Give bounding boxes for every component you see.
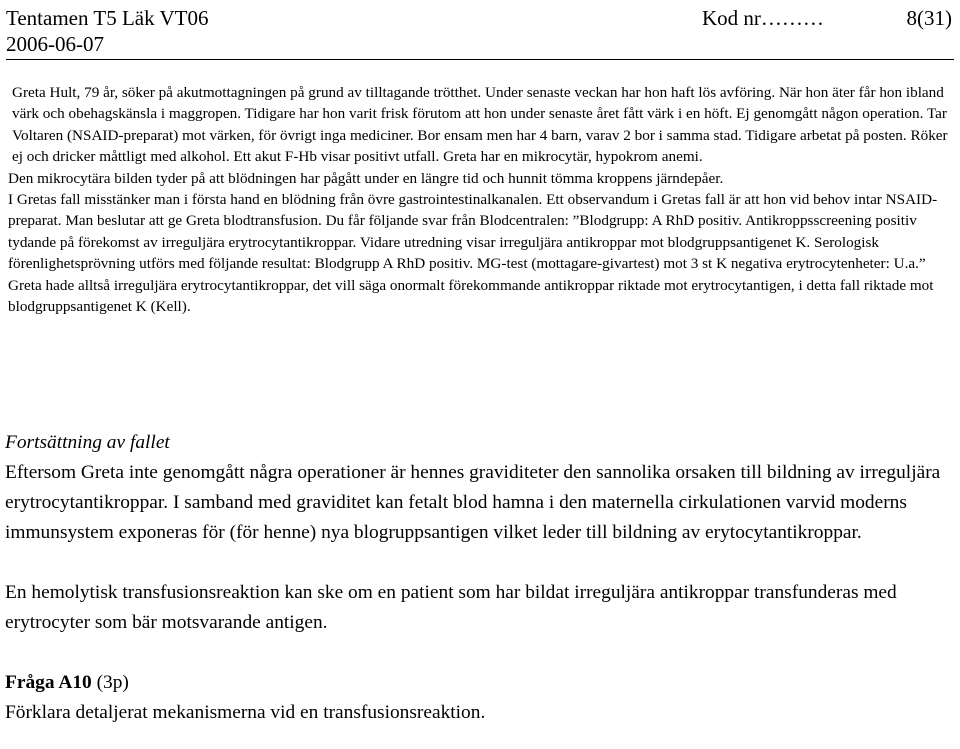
exam-title: Tentamen T5 Läk VT06 xyxy=(6,6,209,30)
page-number: 8(31) xyxy=(906,6,952,30)
question-points: (3p) xyxy=(91,672,129,693)
continuation-paragraph: En hemolytisk transfusionsreaktion kan ske om en patient som har bildat irreguljära antikroppar transfunderas med erytrocyter som bär motsvarande antigen. xyxy=(5,582,897,633)
case-continuation xyxy=(5,428,957,728)
continuation-heading: Fortsättning av fallet xyxy=(5,432,170,453)
continuation-paragraph: Eftersom Greta inte genomgått några operationer är hennes graviditeter den sannolika orsaken till bildning av irreguljära erytrocytantikroppar. I samband med graviditet kan fetalt blod hamna i den maternella cirkulationen varvid moderns immunsystem exponeras för (för henne) nya blogruppsantigen vilket leder till bildning av erytocytantikroppar. xyxy=(5,462,941,543)
case-description xyxy=(8,82,954,317)
code-number-label: Kod nr……… xyxy=(702,6,824,30)
question-label: Fråga A10 xyxy=(5,672,92,693)
spacer xyxy=(5,548,957,578)
header-divider xyxy=(6,59,954,60)
case-paragraph: Den mikrocytära bilden tyder på att blödningen har pågått under en längre tid och hunnit tömma kroppens järndepåer. xyxy=(8,169,724,187)
case-paragraph: I Gretas fall misstänker man i första hand en blödning från övre gastrointestinalkanalen. Ett observandum i Gretas fall är att hon vid behov intar NSAID-preparat. Man beslutar att ge Greta blodtransfusion. Du får följande svar från Blodcentralen: ”Blodgrupp: A RhD positiv. Antikroppsscreening positiv tydande på förekomst av irreguljära erytrocytantikroppar. Vidare utredning visar irreguljära antikroppar mot blodgruppsantigenet K. Serologisk förenlighetsprövning utförs med följande resultat: Blodgrupp A RhD positiv. MG-test (mottagare-givartest) mot 3 st K negativa erytrocytenheter: U.a.” Greta hade alltså irreguljära erytrocytantikroppar, det vill säga onormalt förekommande antikroppar riktade mot erytrocytantigen, i detta fall riktade mot blodgruppsantigenet K (Kell). xyxy=(8,191,938,316)
page-header xyxy=(6,2,954,56)
exam-date: 2006-06-07 xyxy=(6,32,104,56)
question-heading xyxy=(5,668,957,698)
spacer xyxy=(5,638,957,668)
case-paragraph: Greta Hult, 79 år, söker på akutmottagningen på grund av tilltagande trötthet. Under senaste veckan har hon haft lös avföring. När hon äter får hon ibland värk och obehagskänsla i maggropen. Tidigare har hon varit frisk förutom att hon under senaste året fått värk i en höft. Ej genomgått någon operation. Tar Voltaren (NSAID-preparat) mot värken, för övrigt inga mediciner. Bor ensam men har 4 barn, varav 2 bor i samma stad. Tidigare arbetat på posten. Röker ej och dricker måttligt med alkohol. Ett akut F-Hb visar positivt utfall. Greta har en mikrocytär, hypokrom anemi. xyxy=(12,84,948,166)
question-text: Förklara detaljerat mekanismerna vid en transfusionsreaktion. xyxy=(5,702,486,723)
